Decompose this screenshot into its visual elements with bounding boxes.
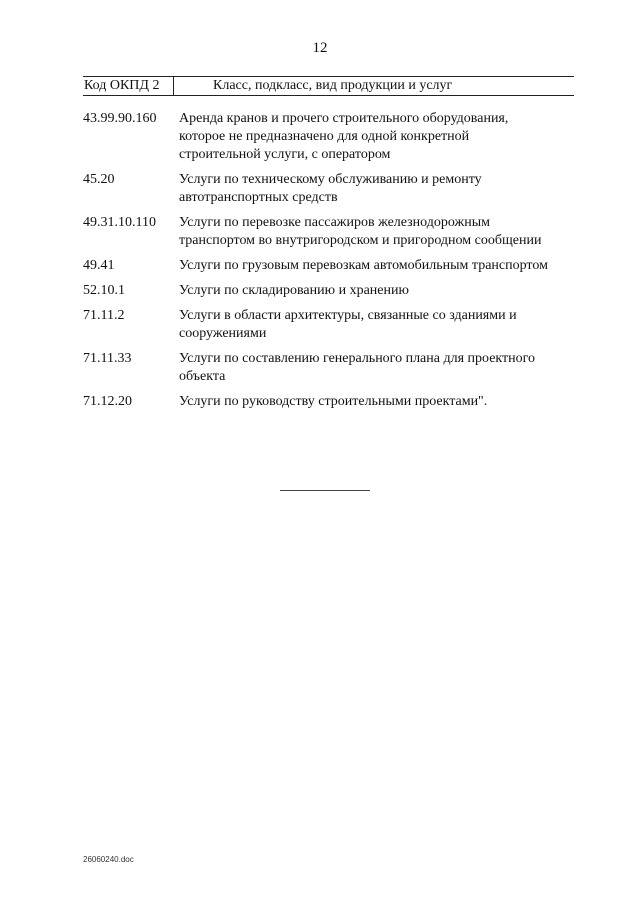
row-code: 52.10.1 [83, 283, 125, 298]
row-code: 43.99.90.160 [83, 111, 157, 126]
table-body [83, 110, 574, 418]
row-description: Услуги в области архитектуры, связанные со зданиями и сооружениями [179, 308, 517, 341]
end-divider [280, 490, 370, 491]
header-code-column: Код ОКПД 2 [83, 77, 174, 95]
file-name: 26060240.doc [83, 855, 134, 864]
table-row [83, 257, 574, 275]
row-code: 49.41 [83, 258, 115, 273]
row-code: 71.12.20 [83, 394, 132, 409]
row-description: Услуги по руководству строительными проектами". [179, 394, 488, 409]
table-row [83, 282, 574, 300]
table-header [83, 76, 574, 96]
row-code: 71.11.2 [83, 308, 125, 323]
table-row [83, 214, 574, 250]
row-description: Услуги по грузовым перевозкам автомобильным транспортом [179, 258, 548, 273]
page-number: 12 [312, 40, 328, 56]
row-code: 49.31.10.110 [83, 215, 156, 230]
row-code: 45.20 [83, 172, 115, 187]
table-row [83, 393, 574, 411]
table-row [83, 110, 574, 164]
table-row [83, 307, 574, 343]
table-row [83, 350, 574, 386]
table-row [83, 171, 574, 207]
row-description: Услуги по составлению генерального плана для проектного объекта [179, 351, 536, 384]
row-code: 71.11.33 [83, 351, 132, 366]
row-description: Услуги по техническому обслуживанию и ремонту автотранспортных средств [179, 172, 482, 205]
header-class-column: Класс, подкласс, вид продукции и услуг [213, 78, 453, 93]
row-description: Услуги по складированию и хранению [179, 283, 409, 298]
row-description: Аренда кранов и прочего строительного оборудования, которое не предназначено для одной конкретной строительной услуги, с оператором [179, 111, 509, 162]
row-description: Услуги по перевозке пассажиров железнодорожным транспортом во внутригородском и пригородном сообщении [179, 215, 542, 248]
